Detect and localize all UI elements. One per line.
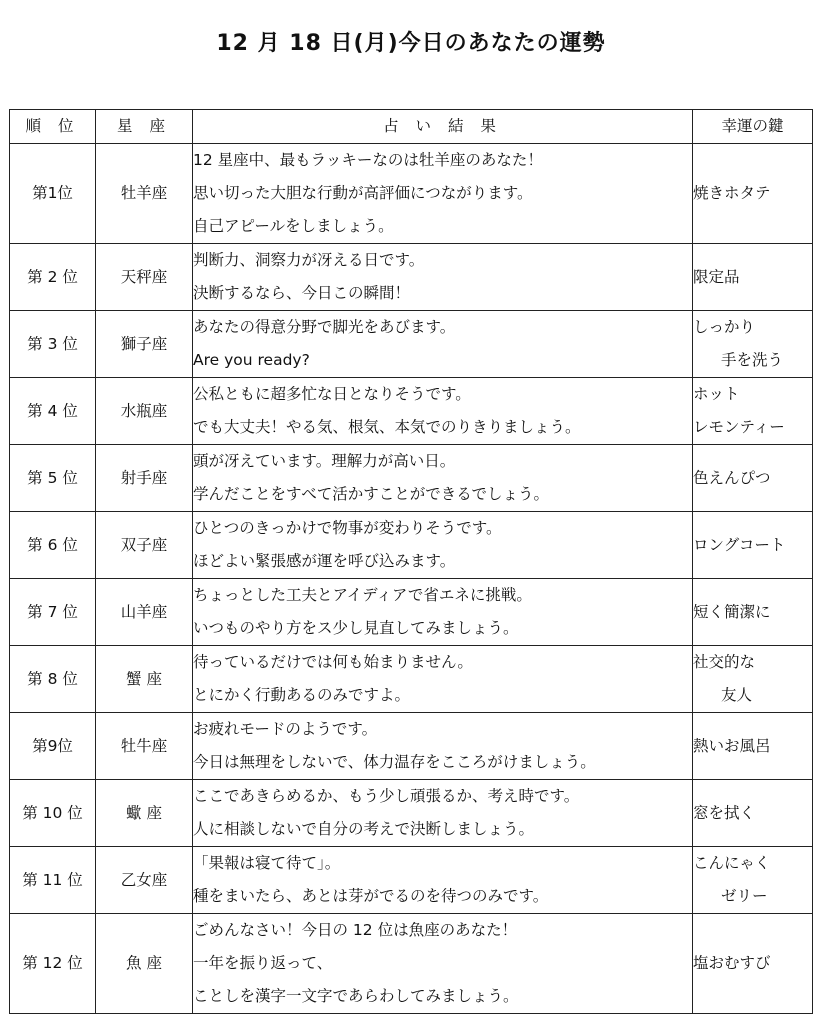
- table-row: [10, 847, 813, 914]
- sign-cell: 牡牛座: [96, 713, 193, 780]
- rank-cell: 第 4 位: [10, 378, 96, 445]
- result-line: 決断するなら、今日この瞬間！: [193, 284, 411, 302]
- lucky-key-line: 社交的な: [693, 653, 756, 671]
- result-line: あなたの得意分野で脚光をあびます。: [193, 318, 456, 336]
- page-title: 12 月 18 日(月)今日のあなたの運勢: [216, 31, 606, 56]
- lucky-key-line: 熱いお風呂: [693, 736, 771, 755]
- table-row: [10, 144, 813, 244]
- sign-cell: 獅子座: [96, 311, 193, 378]
- lucky-key-line: 色えんぴつ: [693, 468, 771, 487]
- sign-cell: 天秤座: [96, 244, 193, 311]
- result-line: 公私ともに超多忙な日となりそうです。: [193, 385, 471, 403]
- result-line: 今日は無理をしないで、体力温存をこころがけましょう。: [193, 753, 596, 771]
- result-line: 判断力、洞察力が冴える日です。: [193, 251, 425, 269]
- lucky-key-line: ホット: [693, 385, 740, 403]
- lucky-key-line: 限定品: [693, 267, 740, 286]
- result-line: Are you ready?: [193, 351, 310, 369]
- lucky-key-line: レモンティー: [693, 418, 785, 436]
- result-line: 頭が冴えています。理解力が高い日。: [193, 452, 456, 470]
- lucky-key-cell: [693, 646, 813, 713]
- lucky-key-line: 焼きホタテ: [693, 184, 771, 202]
- rank-cell: 第 10 位: [10, 780, 96, 847]
- table-row: [10, 646, 813, 713]
- header-row: [10, 110, 813, 144]
- result-line: でも大丈夫！やる気、根気、本気でのりきりましょう。: [193, 418, 581, 436]
- result-line: ここであきらめるか、もう少し頑張るか、考え時です。: [193, 787, 580, 805]
- result-line: とにかく行動あるのみですよ。: [193, 686, 411, 704]
- result-line: いつものやり方をス少し見直してみましょう。: [193, 619, 519, 637]
- result-line: 人に相談しないで自分の考えで決断しましょう。: [193, 820, 535, 838]
- header-rank: 順 位: [10, 110, 96, 144]
- header-key: 幸運の鍵: [693, 110, 813, 144]
- table-body: [10, 144, 813, 1014]
- sign-cell: 蠍 座: [96, 780, 193, 847]
- result-line: ことしを漢字一文字であらわしてみましょう。: [193, 987, 519, 1005]
- result-line: 「果報は寝て待て」。: [193, 854, 341, 872]
- table-row: [10, 780, 813, 847]
- rank-cell: 第1位: [10, 144, 96, 244]
- lucky-key-line: しっかり: [693, 318, 756, 336]
- sign-cell: 水瓶座: [96, 378, 193, 445]
- result-cell: [193, 244, 693, 311]
- table-row: [10, 311, 813, 378]
- rank-cell: 第 5 位: [10, 445, 96, 512]
- lucky-key-cell: [693, 378, 813, 445]
- header-result: 占 い 結 果: [193, 110, 693, 144]
- lucky-key-cell: [693, 512, 813, 579]
- sign-cell: 牡羊座: [96, 144, 193, 244]
- lucky-key-cell: [693, 144, 813, 244]
- lucky-key-line: ゼリー: [721, 887, 768, 905]
- rank-cell: 第 11 位: [10, 847, 96, 914]
- lucky-key-line: 友人: [721, 686, 753, 704]
- sign-cell: 山羊座: [96, 579, 193, 646]
- table-row: [10, 512, 813, 579]
- fortune-table: [9, 109, 813, 1014]
- rank-cell: 第 12 位: [10, 914, 96, 1014]
- result-cell: [193, 579, 693, 646]
- lucky-key-cell: [693, 713, 813, 780]
- result-cell: [193, 713, 693, 780]
- result-cell: [193, 144, 693, 244]
- rank-cell: 第 6 位: [10, 512, 96, 579]
- lucky-key-cell: [693, 579, 813, 646]
- rank-cell: 第 8 位: [10, 646, 96, 713]
- table-row: [10, 713, 813, 780]
- result-line: 待っているだけでは何も始まりません。: [193, 653, 473, 671]
- lucky-key-cell: [693, 780, 813, 847]
- result-line: 思い切った大胆な行動が高評価につながります。: [193, 184, 533, 202]
- lucky-key-cell: [693, 445, 813, 512]
- lucky-key-cell: [693, 244, 813, 311]
- table-row: [10, 378, 813, 445]
- result-line: 12 星座中、最もラッキーなのは牡羊座のあなた！: [193, 151, 543, 169]
- lucky-key-line: 塩おむすび: [693, 954, 771, 972]
- result-line: 種をまいたら、あとは芽がでるのを待つのみです。: [193, 887, 549, 905]
- header-sign: 星 座: [96, 110, 193, 144]
- table-row: [10, 579, 813, 646]
- result-cell: [193, 378, 693, 445]
- result-line: ひとつのきっかけで物事が変わりそうです。: [193, 519, 502, 537]
- result-line: ちょっとした工夫とアイディアで省エネに挑戦。: [193, 586, 532, 604]
- rank-cell: 第 2 位: [10, 244, 96, 311]
- result-cell: [193, 646, 693, 713]
- result-line: ほどよい緊張感が運を呼び込みます。: [193, 552, 456, 570]
- lucky-key-line: 短く簡潔に: [693, 602, 771, 621]
- lucky-key-cell: [693, 311, 813, 378]
- table-row: [10, 244, 813, 311]
- lucky-key-line: ロングコート: [693, 535, 786, 554]
- lucky-key-line: 手を洗う: [721, 351, 784, 369]
- result-cell: [193, 512, 693, 579]
- rank-cell: 第9位: [10, 713, 96, 780]
- sign-cell: 蟹 座: [96, 646, 193, 713]
- result-cell: [193, 780, 693, 847]
- result-cell: [193, 847, 693, 914]
- result-line: 学んだことをすべて活かすことができるでしょう。: [193, 485, 550, 503]
- lucky-key-cell: [693, 847, 813, 914]
- lucky-key-line: こんにゃく: [693, 854, 771, 872]
- result-cell: [193, 914, 693, 1014]
- result-line: ごめんなさい！今日の 12 位は魚座のあなた！: [193, 921, 518, 939]
- sign-cell: 乙女座: [96, 847, 193, 914]
- table-header: [10, 110, 813, 144]
- result-line: 自己アピールをしましょう。: [193, 217, 394, 235]
- sign-cell: 射手座: [96, 445, 193, 512]
- result-cell: [193, 445, 693, 512]
- lucky-key-line: 窓を拭く: [693, 803, 756, 822]
- sign-cell: 魚 座: [96, 914, 193, 1014]
- sign-cell: 双子座: [96, 512, 193, 579]
- result-cell: [193, 311, 693, 378]
- result-line: お疲れモードのようです。: [193, 720, 378, 738]
- lucky-key-cell: [693, 914, 813, 1014]
- table-row: [10, 445, 813, 512]
- rank-cell: 第 7 位: [10, 579, 96, 646]
- result-line: 一年を振り返って、: [193, 954, 333, 972]
- rank-cell: 第 3 位: [10, 311, 96, 378]
- table-row: [10, 914, 813, 1014]
